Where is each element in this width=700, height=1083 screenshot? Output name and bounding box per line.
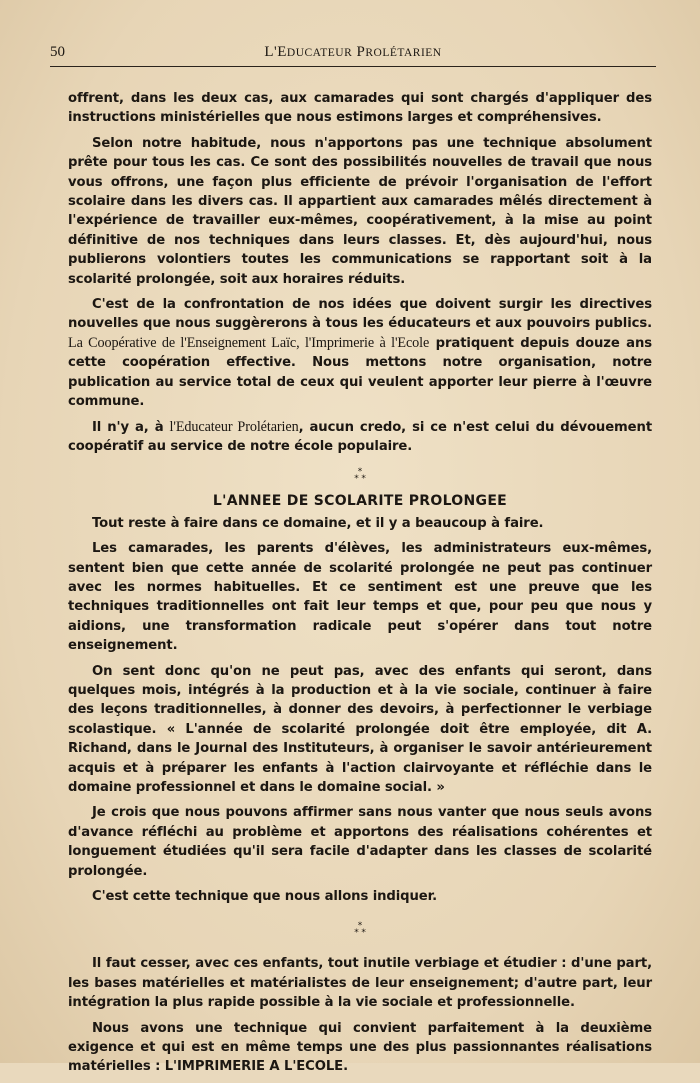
text-run: , aucun credo, si ce n'est celui du dévouement coopératif au service de notre école populaire.	[68, 419, 653, 454]
paragraph: C'est cette technique que nous allons indiquer.	[92, 889, 438, 905]
page-header	[50, 42, 656, 67]
asterism-star: *	[354, 474, 359, 485]
asterism-star: *	[357, 921, 363, 932]
paragraph: Nous avons une technique qui convient parfaitement à la deuxième exigence et qui est en même temps une des plus passionnantes réalisations matérielles : L'IMPRIMERIE A L'ECOLE.	[68, 1020, 652, 1075]
section-title: L'ANNEE DE SCOLARITE PROLONGEE	[212, 493, 508, 510]
text-run: C'est de la confrontation de nos idées que doivent surgir les directives nouvelles que nous suggèrerons à tous les éducateurs et aux pouvoirs publics.	[68, 297, 652, 332]
text-run: Il n'y a, à	[92, 419, 170, 435]
title-smallcaps-2: ROLÉTARIEN	[365, 47, 442, 59]
asterism-divider	[68, 467, 652, 485]
paragraph: Tout reste à faire dans ce domaine, et il y a beaucoup à faire.	[92, 515, 544, 531]
asterism-divider	[68, 921, 652, 939]
serif-text-run: La Coopérative de l'Enseignement Laïc, l'Imprimerie à l'Ecole	[68, 334, 430, 351]
page-number: 50	[50, 44, 65, 60]
article-body	[68, 89, 652, 1083]
text-run: pratiquent depuis douze ans cette coopération effective. Nous mettons notre organisation, notre publication au service total de ceux qui veulent apporter leur pierre à l'œuvre commune.	[68, 335, 652, 410]
paragraph: Je crois que nous pouvons affirmer sans nous vanter que nous seuls avons d'avance réfléchi au problème et apportons des réalisations cohérentes et longuement étudiées qu'il sera facile d'adapter dans les classes de scolarité prolongée.	[68, 805, 652, 879]
asterism-star: *	[354, 928, 359, 939]
paragraph	[68, 418, 652, 457]
paragraph: On sent donc qu'on ne peut pas, avec des enfants qui seront, dans quelques mois, intégrés à la production et à la vie sociale, continuer à faire des leçons traditionnelles, à donner des devoirs, à perfectionner le verbiage scolastique. « L'année de scolarité prolongée doit être employée, dit A. Richand, dans le Journal des Instituteurs, à organiser le savoir antérieurement acquis et à préparer les enfants à l'action clairvoyante et réfléchie dans le domaine professionnel et dans le domaine social. »	[68, 663, 652, 795]
title-cap-2: P	[356, 44, 366, 60]
asterism-star: *	[361, 928, 366, 939]
serif-text-run: l'Educateur Prolétarien	[169, 418, 299, 435]
title-smallcaps-1: DUCATEUR	[286, 47, 353, 59]
paragraph: Selon notre habitude, nous n'apportons pas une technique absolument prête pour tous les cas. Ce sont des possibilités nouvelles de travail que nous vous offrons, une façon plus efficiente de prévoir l'organisation de l'effort scolaire dans les divers cas. Il appartient aux camarades mêlés directement à l'expérience de travailler eux-mêmes, coopérativement, à la mise au point définitive de nos techniques dans leurs classes. Et, dès aujourd'hui, nous publierons volontiers toutes les communications se rapportant soit à la scolarité prolongée, soit aux horaires réduits.	[68, 135, 652, 287]
asterism-star: *	[357, 467, 363, 478]
asterism-star: *	[361, 474, 366, 485]
running-title	[50, 44, 656, 61]
paragraph: offrent, dans les deux cas, aux camarades qui sont chargés d'appliquer des instructions ministérielles que nous estimons larges et compréhensives.	[68, 91, 652, 126]
paragraph	[68, 295, 652, 411]
title-cap-1: L'E	[264, 44, 287, 60]
paragraph: Les camarades, les parents d'élèves, les administrateurs eux-mêmes, sentent bien que cette année de scolarité prolongée ne peut pas continuer avec les normes habituelles. Et ce sentiment est une preuve que les techniques traditionnelles ont fait leur temps et que, pour peu que nous y aidions, une transformation radicale peut s'opérer dans tout notre enseignement.	[68, 541, 652, 654]
paragraph: Il faut cesser, avec ces enfants, tout inutile verbiage et étudier : d'une part, les bases matérielles et matérialistes de leur enseignement; d'autre part, leur intégration la plus rapide possible à la vie sociale et professionnelle.	[68, 956, 652, 1011]
